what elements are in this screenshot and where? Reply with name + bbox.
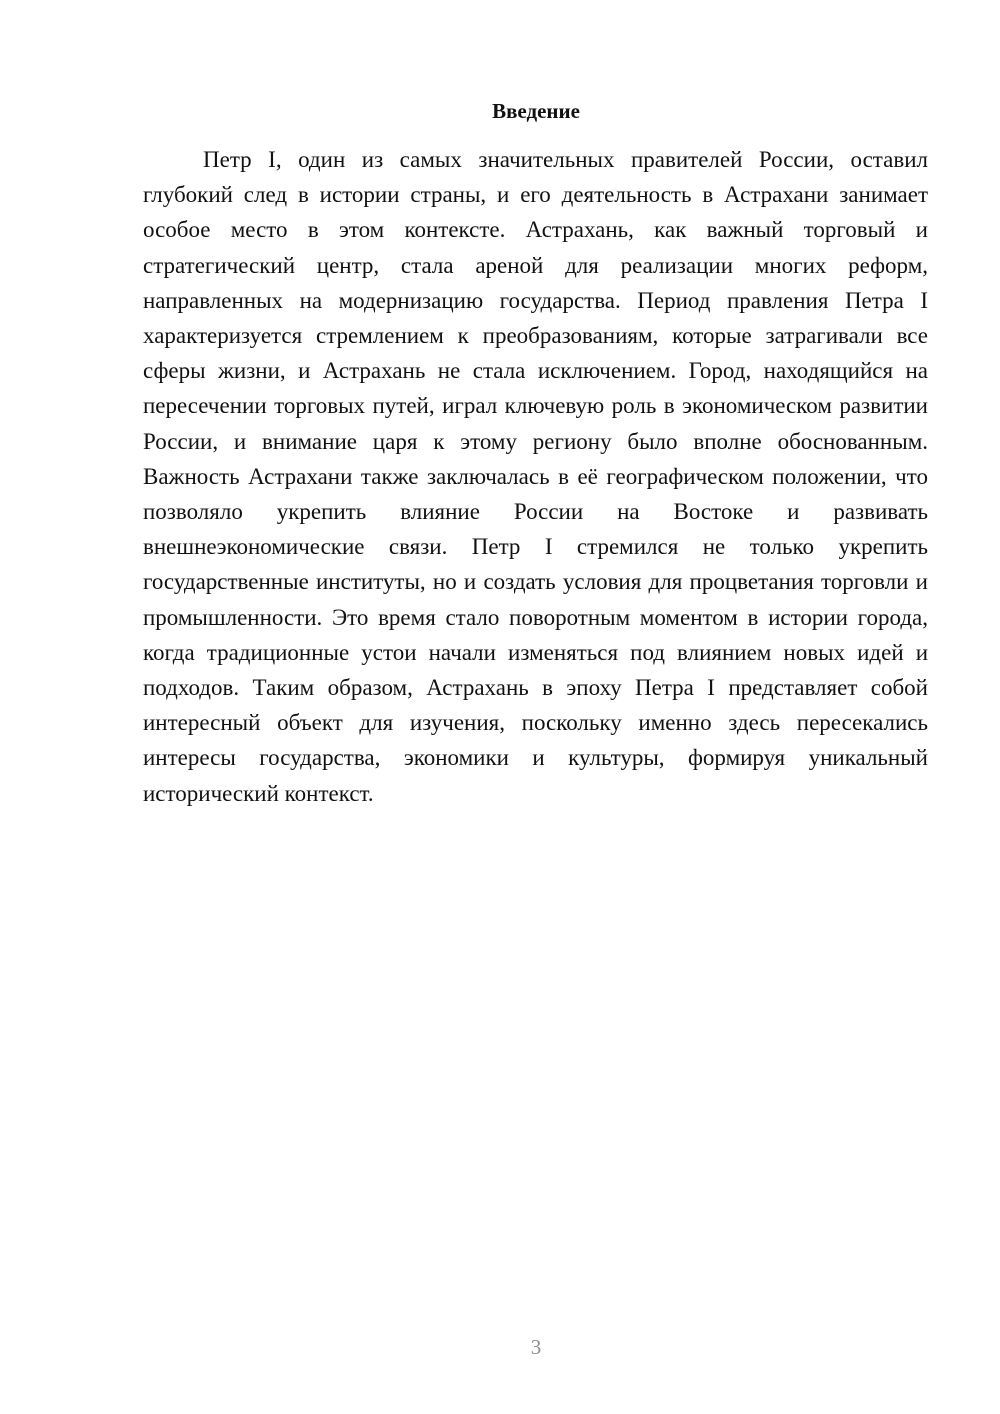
section-heading: Введение [492, 99, 580, 123]
page-number: 3 [530, 1335, 542, 1359]
body-paragraph: Петр I, один из самых значительных правителей России, оставил глубокий след в истории страны, и его деятельность в Астрахани занимает особое место в этом контексте. Астрахань, как важный торговый и стратегический центр, стала ареной для реализации многих реформ, направленных на модернизацию государства. Период правления Петра I характеризуется стремлением к преобразованиям, которые затрагивали все сферы жизни, и Астрахань не стала исключением. Город, находящийся на пересечении торговых путей, играл ключевую роль в экономическом развитии России, и внимание царя к этому региону было вполне обоснованным. Важность Астрахани также заключалась в её географическом положении, что позволяло укрепить влияние России на Востоке и развивать внешнеэкономические связи. Петр I стремился не только укрепить государственные институты, но и создать условия для процветания торговли и промышленности. Это время стало поворотным моментом в истории города, когда традиционные устои начали изменяться под влиянием новых идей и подходов. Таким образом, Астрахань в эпоху Петра I представляет собой интересный объект для изучения, поскольку именно здесь пересекались интересы государства, экономики и культуры, формируя уникальный исторический контекст. [143, 147, 928, 806]
